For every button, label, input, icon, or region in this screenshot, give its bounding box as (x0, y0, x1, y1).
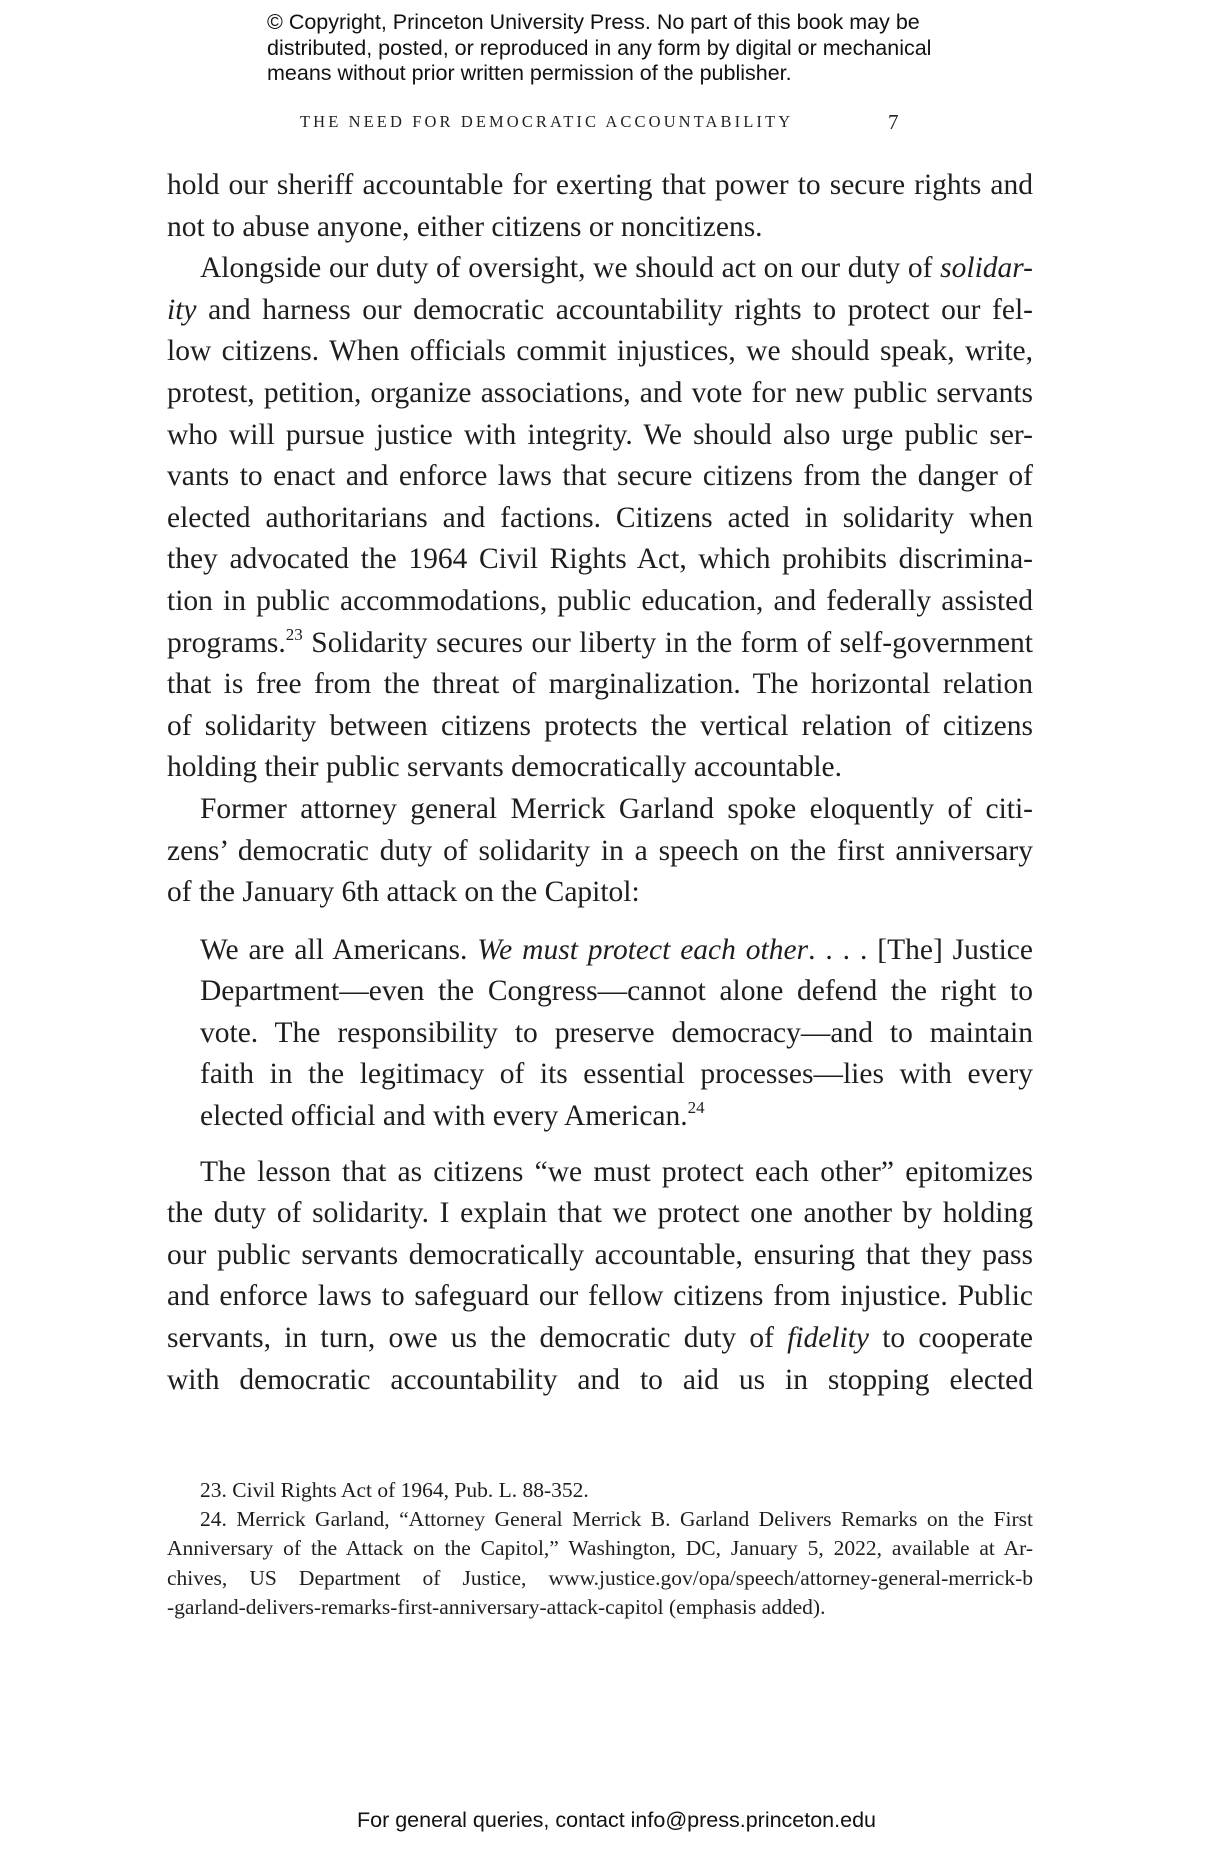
footnote-24-line: Anniversary of the Attack on the Capitol,” Washington, DC, January 5, 2022, available at Ar- (167, 1536, 1033, 1561)
text-line: hold our sheriff accountable for exerting that power to secure rights and (167, 169, 1033, 201)
italic-term: fidelity (787, 1322, 870, 1355)
page-number: 7 (888, 110, 899, 134)
text-line (167, 623, 1033, 665)
text-line: Department—even the Congress—cannot alone defend the right to (200, 975, 1033, 1008)
footnote-24-line: -garland-delivers-remarks-first-anniversary-attack-capitol (emphasis added). (167, 1594, 826, 1619)
text-run: We are all Americans. (200, 933, 478, 966)
text-line: who will pursue justice with integrity. We should also urge public ser- (167, 418, 1033, 451)
text-line (200, 930, 1033, 972)
italic-term: ity (167, 293, 197, 326)
text-line: low citizens. When officials commit injustices, we should speak, write, (167, 335, 1033, 368)
text-line (167, 248, 1033, 290)
text-line: elected authoritarians and factions. Citizens acted in solidarity when (167, 501, 1033, 534)
footnote-ref-23[interactable]: 23 (285, 624, 303, 644)
text-line: Former attorney general Merrick Garland spoke eloquently of citi- (200, 792, 1033, 825)
copyright-notice (267, 10, 967, 87)
contact-footer: For general queries, contact info@press.princeton.edu (356, 1808, 876, 1832)
text-line: zens’ democratic duty of solidarity in a speech on the first anniversary (167, 834, 1033, 867)
running-head (300, 112, 920, 138)
footnote-ref-24[interactable]: 24 (687, 1098, 705, 1118)
text-line: with democratic accountability and to aid us in stopping elected (167, 1363, 1033, 1396)
text-line: The lesson that as citizens “we must protect each other” epitomizes (200, 1155, 1033, 1188)
text-run: programs. (167, 626, 286, 659)
italic-emphasis: We must protect each other (477, 933, 809, 966)
body-text (167, 165, 1033, 1401)
text-line: the duty of solidarity. I explain that we protect one another by holding (167, 1197, 1033, 1230)
text-line: of solidarity between citizens protects the vertical relation of citizens (167, 709, 1033, 742)
copyright-line: © Copyright, Princeton University Press. No part of this book may be (267, 10, 920, 34)
footnote-24-line: chives, US Department of Justice, www.justice.gov/opa/speech/attorney-general-merrick-b (167, 1565, 1033, 1590)
text-run: to cooperate (869, 1322, 1034, 1355)
text-line: vants to enact and enforce laws that secure citizens from the danger of (167, 460, 1033, 493)
copyright-line: means without prior written permission of the publisher. (267, 61, 792, 85)
text-run: Alongside our duty of oversight, we should act on our duty of (200, 252, 941, 285)
text-line (167, 1318, 1033, 1360)
footnote-23: 23. Civil Rights Act of 1964, Pub. L. 88-352. (200, 1478, 589, 1502)
paragraph-continuation (167, 165, 1033, 248)
text-run: and harness our democratic accountability rights to protect our fel- (196, 293, 1033, 326)
text-line: and enforce laws to safeguard our fellow citizens from injustice. Public (167, 1280, 1033, 1313)
italic-term: solidar- (940, 252, 1033, 285)
paragraph-garland (167, 789, 1033, 914)
text-run: Solidarity secures our liberty in the form of self-government (302, 626, 1033, 659)
footnotes (167, 1476, 1033, 1622)
text-line (200, 1096, 1033, 1138)
text-line: tion in public accommodations, public education, and federally assisted (167, 584, 1033, 617)
text-line: that is free from the threat of marginalization. The horizontal relation (167, 668, 1033, 701)
text-line: holding their public servants democratically accountable. (167, 751, 842, 784)
copyright-line: distributed, posted, or reproduced in any form by digital or mechanical (267, 35, 932, 60)
text-line (167, 290, 1033, 332)
text-line: of the January 6th attack on the Capitol: (167, 876, 640, 909)
text-line: not to abuse anyone, either citizens or noncitizens. (167, 210, 763, 243)
text-line: vote. The responsibility to preserve democracy—and to maintain (200, 1016, 1033, 1049)
text-run: elected official and with every American. (200, 1100, 688, 1133)
text-run: servants, in turn, owe us the democratic duty of (167, 1322, 788, 1355)
text-run: . . . . [The] Justice (808, 933, 1033, 966)
text-line: faith in the legitimacy of its essential processes—lies with every (200, 1058, 1033, 1091)
text-line: protest, petition, organize associations, and vote for new public servants (167, 376, 1033, 409)
text-line: they advocated the 1964 Civil Rights Act, which prohibits discrimina- (167, 543, 1033, 576)
text-line: our public servants democratically accountable, ensuring that they pass (167, 1238, 1033, 1271)
paragraph-solidarity (167, 248, 1033, 789)
block-quote (167, 930, 1033, 1138)
running-head-title: THE NEED FOR DEMOCRATIC ACCOUNTABILITY (300, 112, 794, 131)
paragraph-lesson (167, 1152, 1033, 1402)
footnote-24-line: 24. Merrick Garland, “Attorney General Merrick B. Garland Delivers Remarks on the First (200, 1507, 1033, 1532)
